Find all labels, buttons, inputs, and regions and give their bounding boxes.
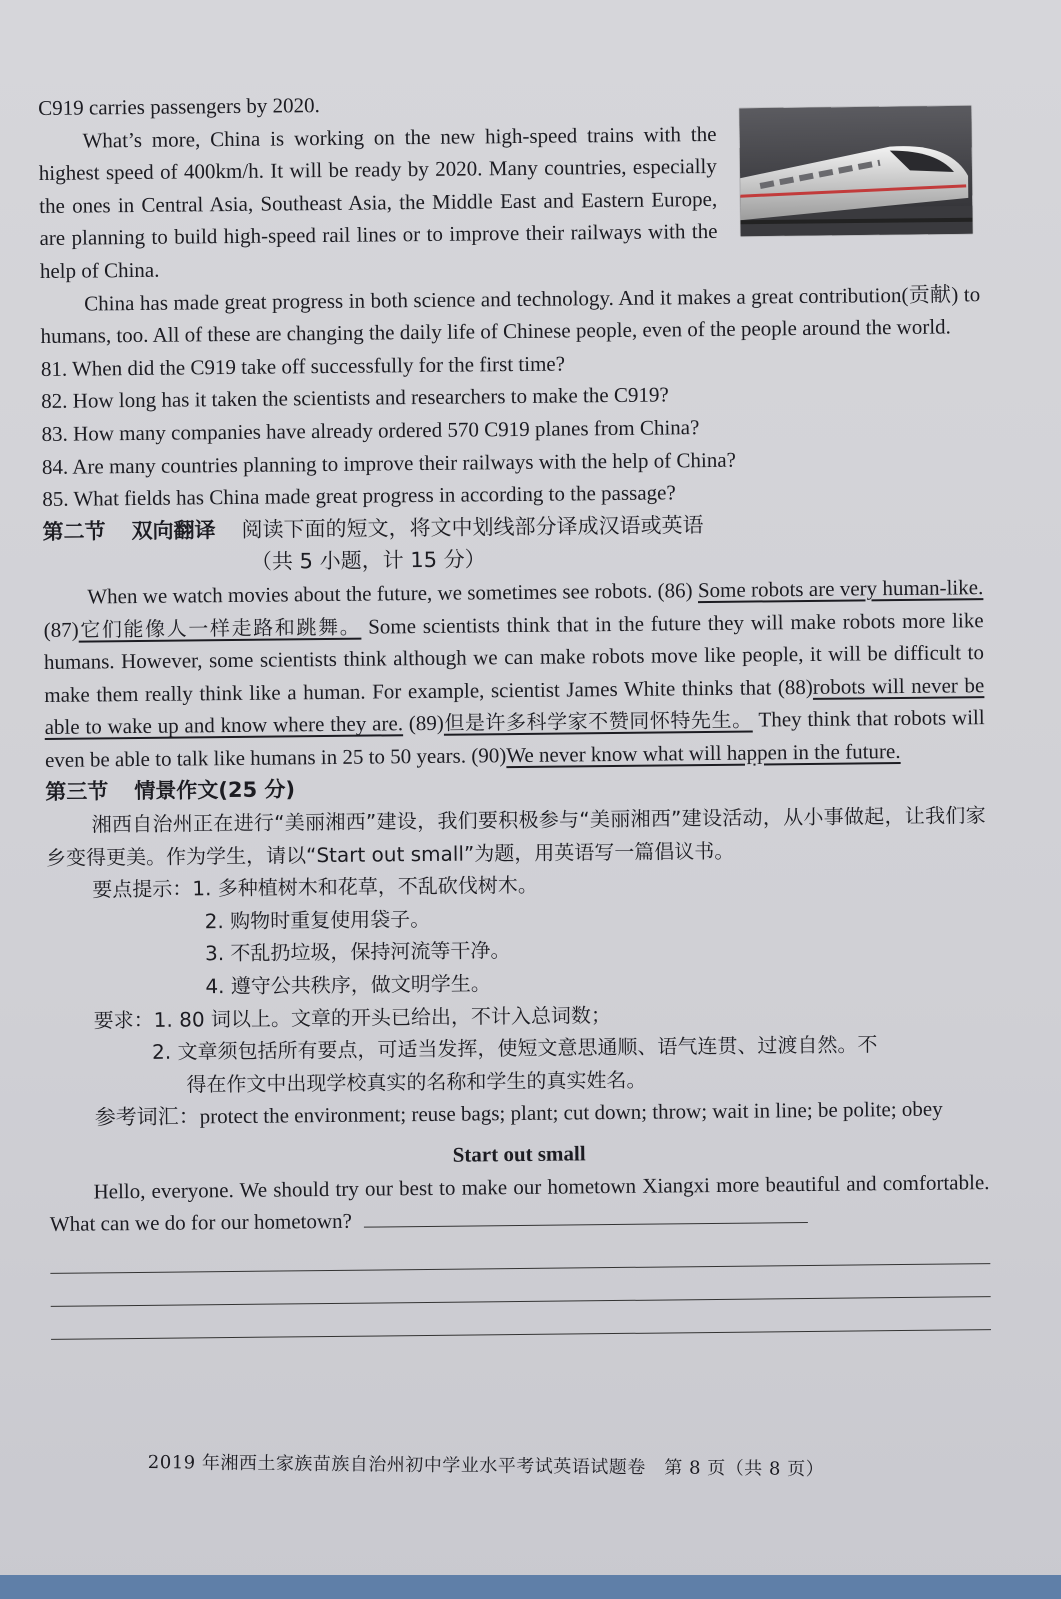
requirement-2-cont: 得在作文中出现学校真实的名称和学生的真实姓名。: [186, 1067, 647, 1097]
requirement-2: 2. 文章须包括所有要点，可适当发挥，使短文意思通顺、语气连贯、过渡自然。不: [151, 1032, 878, 1065]
underlined-90: We never know what will happen in the future.: [506, 738, 901, 768]
requirement-1: 1. 80 词以上。文章的开头已给出，不计入总词数；: [153, 1002, 612, 1032]
underlined-88: robots will never be able to wake up and know where they are.: [44, 672, 985, 740]
essay-title: Start out small: [452, 1141, 586, 1167]
translation-text-3: Some scientists think that in the future they will make robots more like humans. However, some scientists think although we can make robots move like people, it will be difficult to make them really think like a human. For example, scientist James White thinks that (88): [43, 607, 985, 707]
section-2-title: 双向翻译: [131, 517, 216, 543]
question-81: 81. When did the C919 take off successfully for the first time?: [40, 351, 566, 381]
translation-text-5: They think that robots will even be able to talk like humans in 25 to 50 years. (90): [44, 705, 985, 772]
tips-label: 要点提示：: [92, 876, 193, 902]
reference-vocabulary: 参考词汇：protect the environment; reuse bags; plant; cut down; throw; wait in line; be polite; obey: [94, 1096, 943, 1130]
underlined-86: Some robots are very human-like.: [697, 575, 984, 603]
question-84: 84. Are many countries planning to improve their railways with the help of China?: [41, 447, 737, 479]
page-content: [38, 82, 991, 1340]
underlined-89: 但是许多科学家不赞同怀特先生。: [443, 707, 753, 736]
section-3-intro: 湘西自治州正在进行“美丽湘西”建设，我们要积极参与“美丽湘西”建设活动，从小事做起，让我们家乡变得更美。作为学生，请以“Start out small”为题，用英语写一篇倡议书。: [45, 803, 986, 870]
essay-opening-text: Hello, everyone. We should try our best to make our hometown Xiangxi more beautiful and comfortable. What can we do for our hometown?: [49, 1169, 990, 1237]
tip-1: 1. 多种植树木和花草，不乱砍伐树木。: [192, 873, 538, 901]
question-82: 82. How long has it taken the scientists and researchers to make the C919?: [41, 382, 669, 414]
translation-passage: [43, 571, 985, 776]
translation-num-87: (87): [43, 617, 79, 642]
passage-line-c919: C919 carries passengers by 2020.: [38, 93, 320, 120]
section-2-instruction: 阅读下面的短文，将文中划线部分译成汉语或英语: [241, 512, 704, 542]
section-2-label: 第二节: [42, 519, 106, 544]
tip-4: 4. 遵守公共秩序，做文明学生。: [205, 971, 491, 999]
section-2-score: （共 5 小题，计 15 分）: [250, 547, 486, 575]
translation-num-89: (89): [408, 711, 444, 736]
passage-paragraph-trains: What’s more, China is working on the new high-speed trains with the highest speed of 400km/h. It will be ready by 2020. Many countries, especially the ones in Central Asia, Southeast Asia, the Middle East and Eastern Europe, are planning to build high-speed rail lines or to improve their railways with the help of China.: [38, 121, 718, 283]
section-3-label: 第三节: [45, 779, 109, 805]
requirements-label: 要求：: [93, 1007, 154, 1033]
tip-3: 3. 不乱扔垃圾，保持河流等干净。: [204, 938, 511, 966]
page-footer: 2019 年湘西土家族苗族自治州初中学业水平考试英语试题卷 第 8 页（共 8 页）: [147, 1451, 825, 1481]
translation-text-1: When we watch movies about the future, we sometimes see robots. (86): [87, 578, 693, 609]
question-83: 83. How many companies have already ordered 570 C919 planes from China?: [41, 415, 700, 446]
section-3-title: 情景作文(25 分): [134, 777, 296, 804]
question-85: 85. What fields has China made great progress in according to the passage?: [42, 480, 676, 512]
underlined-87: 它们能像人一样走路和跳舞。: [78, 614, 362, 642]
writing-blank-inline[interactable]: [364, 1202, 808, 1228]
tip-2: 2. 购物时重复使用袋子。: [204, 906, 431, 934]
passage-paragraph-progress: China has made great progress in both science and technology. And it makes a great contribution(贡献) to humans, too. All of these are changing the daily life of Chinese people, even of the people around the world.: [40, 281, 981, 349]
essay-opening: [49, 1166, 990, 1241]
bottom-edge: [0, 1575, 1061, 1599]
